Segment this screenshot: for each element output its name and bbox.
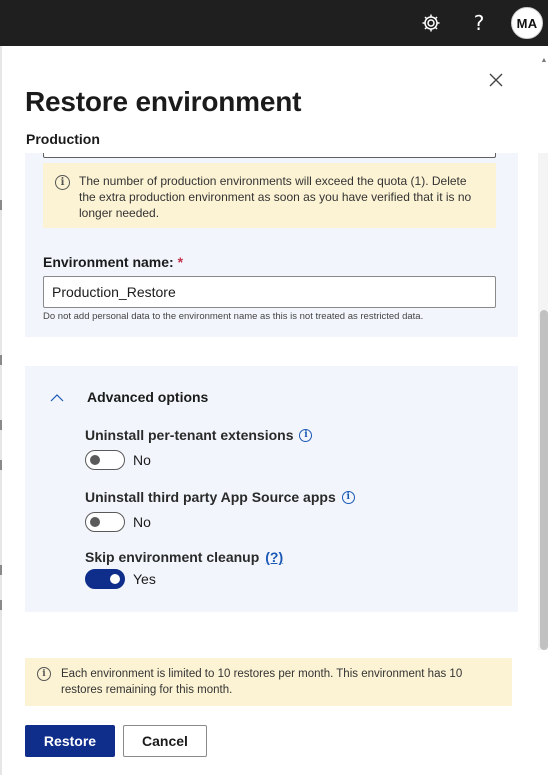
uninstall-extensions-toggle[interactable] <box>85 450 125 470</box>
top-bar <box>0 0 548 46</box>
info-icon: i <box>37 667 51 681</box>
help-link[interactable]: (?) <box>265 549 284 565</box>
skip-cleanup-state: Yes <box>133 571 156 587</box>
restore-button[interactable]: Restore <box>25 725 115 757</box>
restore-limit-text: Each environment is limited to 10 restores per month. This environment has 10 restores remaining for this month. <box>61 668 463 696</box>
info-icon[interactable]: i <box>342 491 355 504</box>
gear-icon[interactable] <box>418 0 444 46</box>
uninstall-apps-state: No <box>133 514 151 530</box>
scroll-up-arrow[interactable]: ▲ <box>540 56 548 64</box>
environment-name-hint: Do not add personal data to the environment name as this is not treated as restricted data. <box>43 311 424 322</box>
option-skip-cleanup-label: Skip environment cleanup (?) <box>85 549 284 565</box>
environment-name-input[interactable] <box>43 276 496 308</box>
environment-name-label: Environment name: * <box>43 254 184 270</box>
cancel-button[interactable]: Cancel <box>123 725 207 757</box>
environment-section <box>25 153 518 337</box>
advanced-options-title[interactable]: Advanced options <box>87 389 209 405</box>
uninstall-apps-toggle[interactable] <box>85 512 125 532</box>
info-icon[interactable]: i <box>299 429 312 442</box>
chevron-up-icon[interactable] <box>49 391 65 405</box>
required-marker: * <box>177 254 184 270</box>
close-icon[interactable] <box>486 70 506 90</box>
option-uninstall-apps-label: Uninstall third party App Source apps i <box>85 489 355 505</box>
info-icon: i <box>55 175 70 190</box>
panel-title: Restore environment <box>25 86 302 117</box>
skip-cleanup-toggle[interactable] <box>85 569 125 589</box>
quota-warning <box>43 163 496 228</box>
uninstall-extensions-state: No <box>133 452 151 468</box>
cutoff-field[interactable] <box>43 153 496 158</box>
help-icon[interactable]: ? <box>473 11 485 35</box>
advanced-options-section <box>25 366 518 612</box>
scrollbar-thumb[interactable] <box>540 310 548 650</box>
panel-subtitle: Production <box>26 131 100 147</box>
avatar[interactable]: MA <box>511 7 543 39</box>
scroll-area[interactable] <box>0 153 538 650</box>
quota-warning-text: The number of production environments will exceed the quota (1). Delete the extra production environment as soon as you have verified that it is no longer needed. <box>79 174 472 220</box>
restore-limit-info <box>25 658 512 706</box>
option-uninstall-extensions-label: Uninstall per-tenant extensions i <box>85 427 312 443</box>
